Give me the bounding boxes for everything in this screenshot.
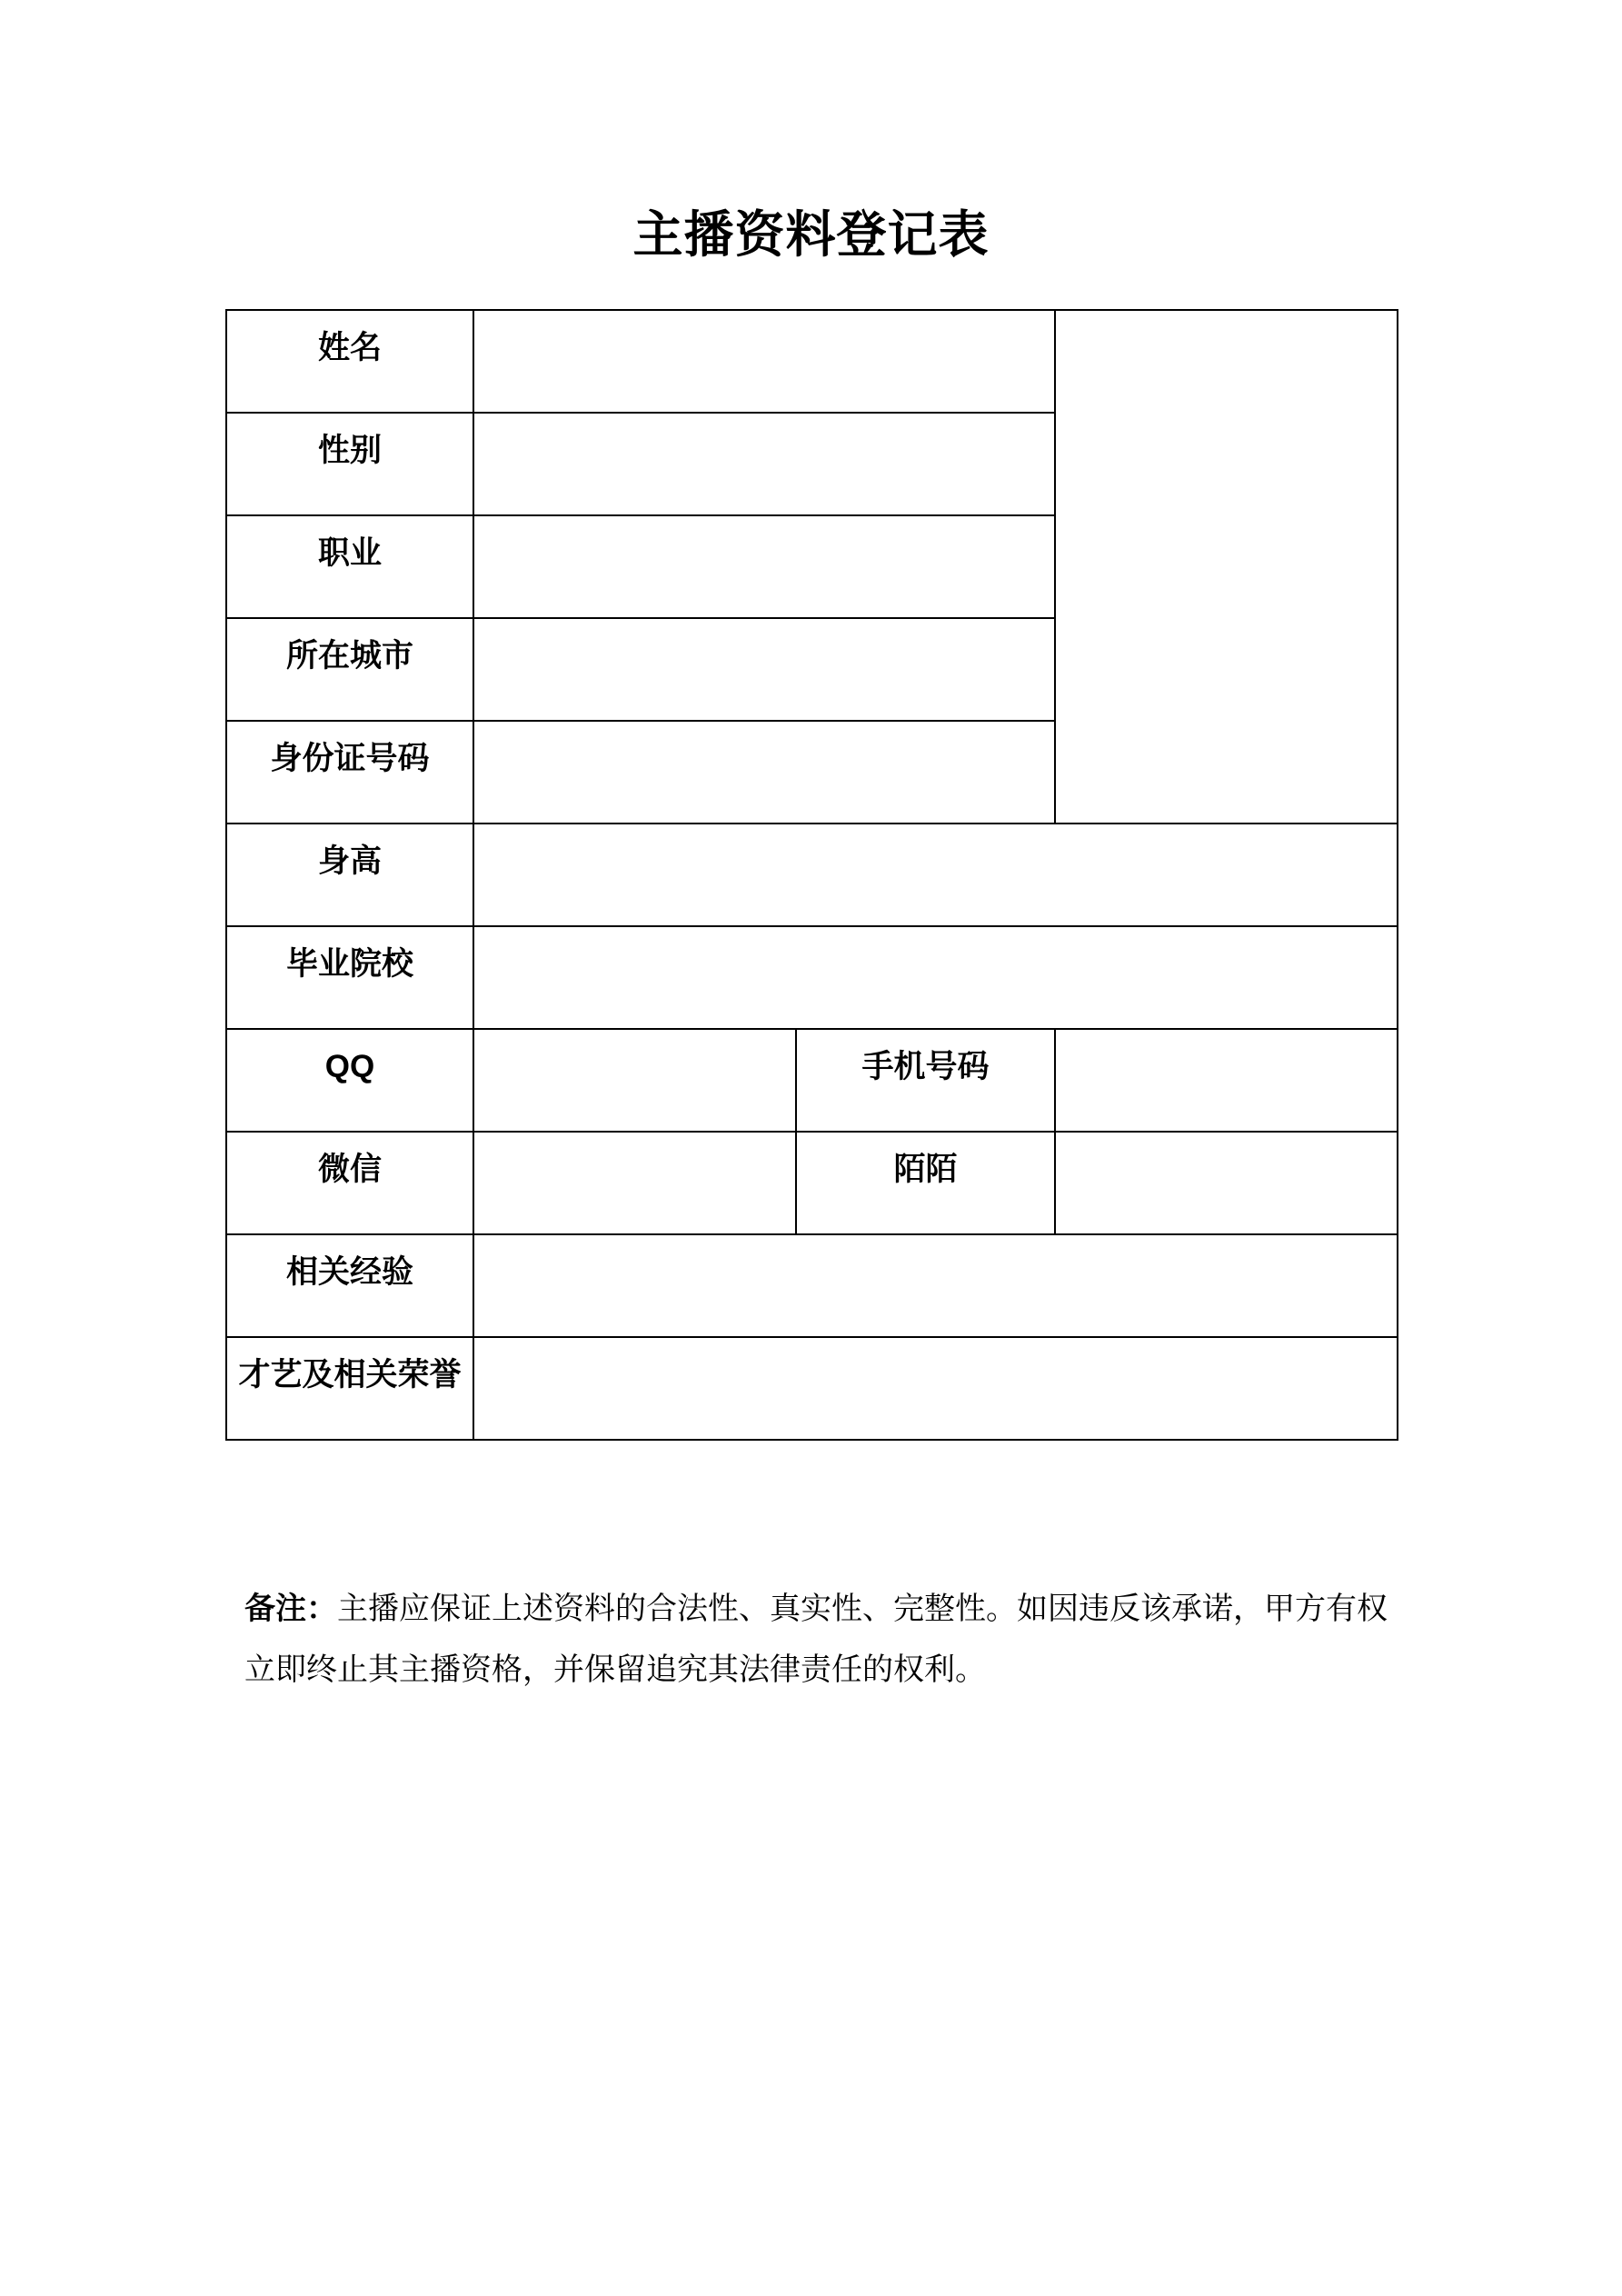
field-label-talents: 才艺及相关荣誉 (226, 1337, 473, 1440)
field-label-momo: 陌陌 (796, 1132, 1055, 1234)
table-row-talents (226, 1337, 1398, 1440)
page-title: 主播资料登记表 (632, 206, 990, 263)
school-input-cell[interactable] (473, 926, 1398, 1029)
photo-area-cell[interactable] (1055, 310, 1398, 824)
field-label-experience: 相关经验 (226, 1234, 473, 1337)
field-label-id-number: 身份证号码 (226, 721, 473, 824)
occupation-input-cell[interactable] (473, 515, 1055, 618)
field-label-city: 所在城市 (226, 618, 473, 721)
gender-input-cell[interactable] (473, 413, 1055, 515)
registration-table (225, 309, 1398, 1441)
table-row-name (226, 310, 1398, 413)
talents-input-cell[interactable] (473, 1337, 1398, 1440)
field-label-height: 身高 (226, 824, 473, 926)
table-row-qq-phone (226, 1029, 1398, 1132)
name-input-cell[interactable] (473, 310, 1055, 413)
note-label: 备注： (244, 1592, 337, 1626)
note-line-1: 主播应保证上述资料的合法性、真实性、完整性。如因违反该承诺，甲方有权 (337, 1592, 1388, 1626)
table-row-height (226, 824, 1398, 926)
field-label-gender: 性别 (226, 413, 473, 515)
id-number-input-cell[interactable] (473, 721, 1055, 824)
height-input-cell[interactable] (473, 824, 1398, 926)
experience-input-cell[interactable] (473, 1234, 1398, 1337)
field-label-school: 毕业院校 (226, 926, 473, 1029)
note-paragraph (244, 1579, 1398, 1701)
city-input-cell[interactable] (473, 618, 1055, 721)
table-row-wechat-momo (226, 1132, 1398, 1234)
momo-input-cell[interactable] (1055, 1132, 1398, 1234)
field-label-phone: 手机号码 (796, 1029, 1055, 1132)
field-label-name: 姓名 (226, 310, 473, 413)
note-line-2: 立即终止其主播资格，并保留追究其法律责任的权利。 (244, 1652, 986, 1687)
field-label-qq: QQ (226, 1029, 473, 1132)
table-row-experience (226, 1234, 1398, 1337)
table-row-school (226, 926, 1398, 1029)
qq-input-cell[interactable] (473, 1029, 796, 1132)
phone-input-cell[interactable] (1055, 1029, 1398, 1132)
field-label-wechat: 微信 (226, 1132, 473, 1234)
wechat-input-cell[interactable] (473, 1132, 796, 1234)
field-label-occupation: 职业 (226, 515, 473, 618)
